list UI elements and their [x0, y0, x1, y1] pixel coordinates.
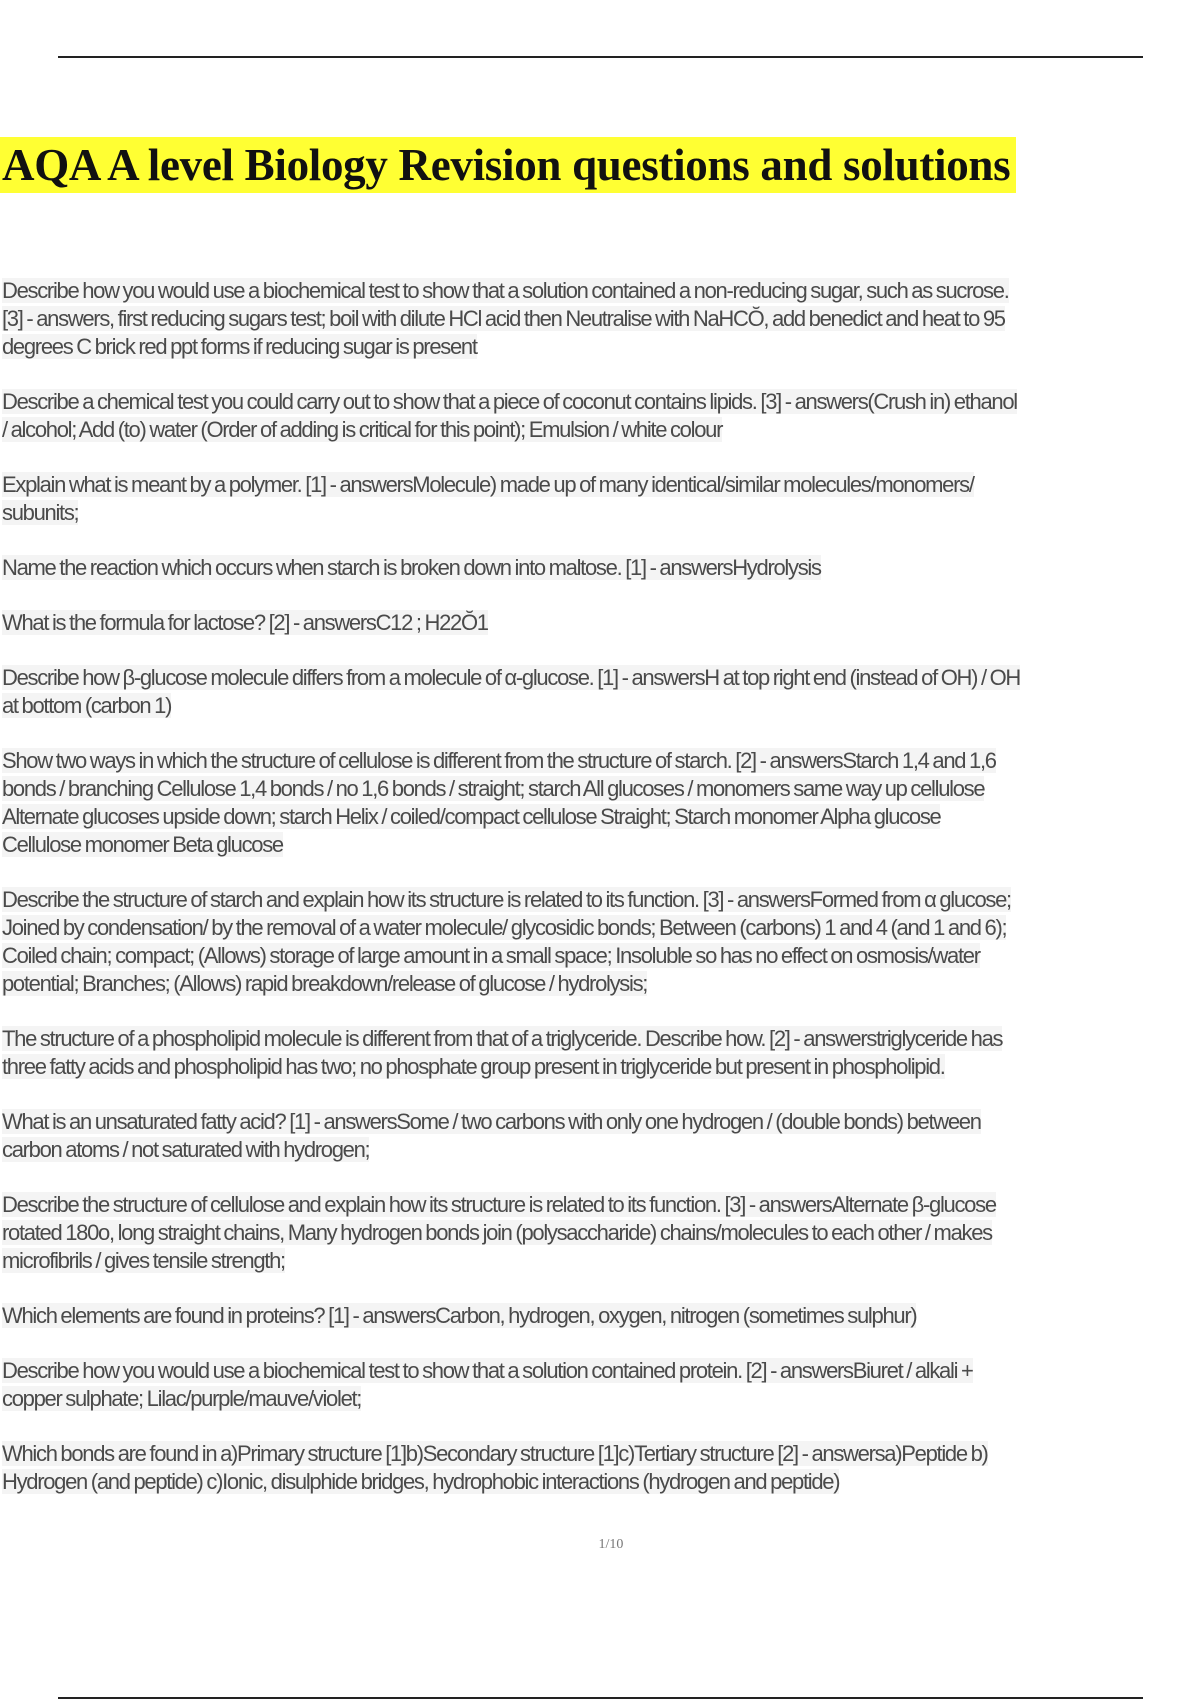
- text-line: [0, 942, 1200, 970]
- question-list: [0, 277, 1200, 1523]
- page-number: 1/10: [598, 1537, 624, 1552]
- text-line: [0, 277, 1200, 305]
- text-line-content: What is the formula for lactose? [2] - answersC12 ; H22Ŏ1: [2, 610, 488, 635]
- text-line-content: Describe the structure of starch and explain how its structure is related to its function. [3] - answersFormed from α glucose;: [2, 887, 1011, 912]
- text-line: [0, 1136, 1200, 1164]
- text-line: [0, 1025, 1200, 1053]
- title-highlight: [0, 137, 1016, 193]
- text-line: [0, 775, 1200, 803]
- question-answer-block: [0, 1191, 1200, 1275]
- text-line-content: Which elements are found in proteins? [1] - answersCarbon, hydrogen, oxygen, nitrogen (sometimes sulphur): [2, 1303, 917, 1328]
- text-line: [0, 1357, 1200, 1385]
- question-answer-block: [0, 664, 1200, 720]
- question-answer-block: [0, 471, 1200, 527]
- text-line-content: Cellulose monomer Beta glucose: [2, 832, 283, 857]
- text-line-content: at bottom (carbon 1): [2, 693, 172, 718]
- question-answer-block: [0, 1108, 1200, 1164]
- text-line-content: Describe how you would use a biochemical test to show that a solution contained a non-reducing sugar, such as sucrose.: [2, 278, 1009, 303]
- question-answer-block: [0, 554, 1200, 582]
- text-line: [0, 416, 1200, 444]
- text-line-content: subunits;: [2, 500, 79, 525]
- text-line: [0, 1468, 1200, 1496]
- text-line: [0, 1440, 1200, 1468]
- text-line: [0, 1385, 1200, 1413]
- text-line-content: three fatty acids and phospholipid has two; no phosphate group present in triglyceride but present in phospholipid.: [2, 1054, 945, 1079]
- text-line: [0, 664, 1200, 692]
- text-line: [0, 1219, 1200, 1247]
- bottom-rule: [58, 1697, 1143, 1699]
- text-line: [0, 305, 1200, 333]
- text-line-content: Describe the structure of cellulose and explain how its structure is related to its function. [3] - answersAlternate β-glucose: [2, 1192, 996, 1217]
- question-answer-block: [0, 1025, 1200, 1081]
- text-line-content: Name the reaction which occurs when starch is broken down into maltose. [1] - answersHydrolysis: [2, 555, 821, 580]
- text-line-content: Explain what is meant by a polymer. [1] - answersMolecule) made up of many identical/similar molecules/monomers/: [2, 472, 974, 497]
- text-line-content: Which bonds are found in a)Primary structure [1]b)Secondary structure [1]c)Tertiary structure [2] - answersa)Peptide b): [2, 1441, 988, 1466]
- text-line: [0, 1108, 1200, 1136]
- question-answer-block: [0, 1440, 1200, 1496]
- text-line-content: The structure of a phospholipid molecule is different from that of a triglyceride. Describe how. [2] - answerstriglyceride has: [2, 1026, 1003, 1051]
- text-line-content: Coiled chain; compact; (Allows) storage of large amount in a small space; Insoluble so has no effect on osmosis/water: [2, 943, 980, 968]
- question-answer-block: [0, 609, 1200, 637]
- text-line-content: microfibrils / gives tensile strength;: [2, 1248, 285, 1273]
- text-line-content: degrees C brick red ppt forms if reducing sugar is present: [2, 334, 477, 359]
- text-line-content: bonds / branching Cellulose 1,4 bonds / no 1,6 bonds / straight; starch All glucoses / monomers same way up cellulose: [2, 776, 985, 801]
- question-answer-block: [0, 1357, 1200, 1413]
- text-line: [0, 1191, 1200, 1219]
- text-line: [0, 831, 1200, 859]
- text-line-content: Describe a chemical test you could carry out to show that a piece of coconut contains lipids. [3] - answers(Crush in) ethanol: [2, 389, 1017, 414]
- page-title: AQA A level Biology Revision questions and solutions: [0, 137, 1016, 193]
- text-line-content: carbon atoms / not saturated with hydrogen;: [2, 1137, 370, 1162]
- text-line: [0, 886, 1200, 914]
- text-line: [0, 471, 1200, 499]
- text-line: [0, 1302, 1200, 1330]
- text-line: [0, 970, 1200, 998]
- text-line-content: Joined by condensation/ by the removal of a water molecule/ glycosidic bonds; Between (carbons) 1 and 4 (and 1 and 6);: [2, 915, 1007, 940]
- text-line-content: potential; Branches; (Allows) rapid breakdown/release of glucose / hydrolysis;: [2, 971, 648, 996]
- top-rule: [58, 56, 1143, 58]
- question-answer-block: [0, 277, 1200, 361]
- text-line: [0, 914, 1200, 942]
- question-answer-block: [0, 747, 1200, 859]
- text-line-content: Hydrogen (and peptide) c)Ionic, disulphide bridges, hydrophobic interactions (hydrogen and peptide): [2, 1469, 840, 1494]
- text-line-content: copper sulphate; Lilac/purple/mauve/violet;: [2, 1386, 362, 1411]
- question-answer-block: [0, 388, 1200, 444]
- text-line-content: What is an unsaturated fatty acid? [1] - answersSome / two carbons with only one hydrogen / (double bonds) between: [2, 1109, 981, 1134]
- text-line-content: [3] - answers, first reducing sugars test; boil with dilute HCl acid then Neutralise with NaHCŎ, add benedict and heat to 95: [2, 306, 1005, 331]
- text-line: [0, 803, 1200, 831]
- text-line-content: Show two ways in which the structure of cellulose is different from the structure of starch. [2] - answersStarch 1,4 and 1,6: [2, 748, 996, 773]
- question-answer-block: [0, 1302, 1200, 1330]
- text-line: [0, 1053, 1200, 1081]
- text-line: [0, 554, 1200, 582]
- text-line: [0, 692, 1200, 720]
- text-line-content: Describe how β-glucose molecule differs from a molecule of α-glucose. [1] - answersH at top right end (instead of OH) / OH: [2, 665, 1020, 690]
- text-line: [0, 333, 1200, 361]
- question-answer-block: [0, 886, 1200, 998]
- text-line-content: Describe how you would use a biochemical test to show that a solution contained protein. [2] - answersBiuret / alkali +: [2, 1358, 973, 1383]
- text-line: [0, 499, 1200, 527]
- text-line: [0, 1247, 1200, 1275]
- text-line: [0, 747, 1200, 775]
- text-line: [0, 609, 1200, 637]
- text-line-content: / alcohol; Add (to) water (Order of adding is critical for this point); Emulsion / white colour: [2, 417, 723, 442]
- text-line-content: rotated 180o, long straight chains, Many hydrogen bonds join (polysaccharide) chains/molecules to each other / makes: [2, 1220, 992, 1245]
- text-line-content: Alternate glucoses upside down; starch Helix / coiled/compact cellulose Straight; Starch monomer Alpha glucose: [2, 804, 941, 829]
- text-line: [0, 388, 1200, 416]
